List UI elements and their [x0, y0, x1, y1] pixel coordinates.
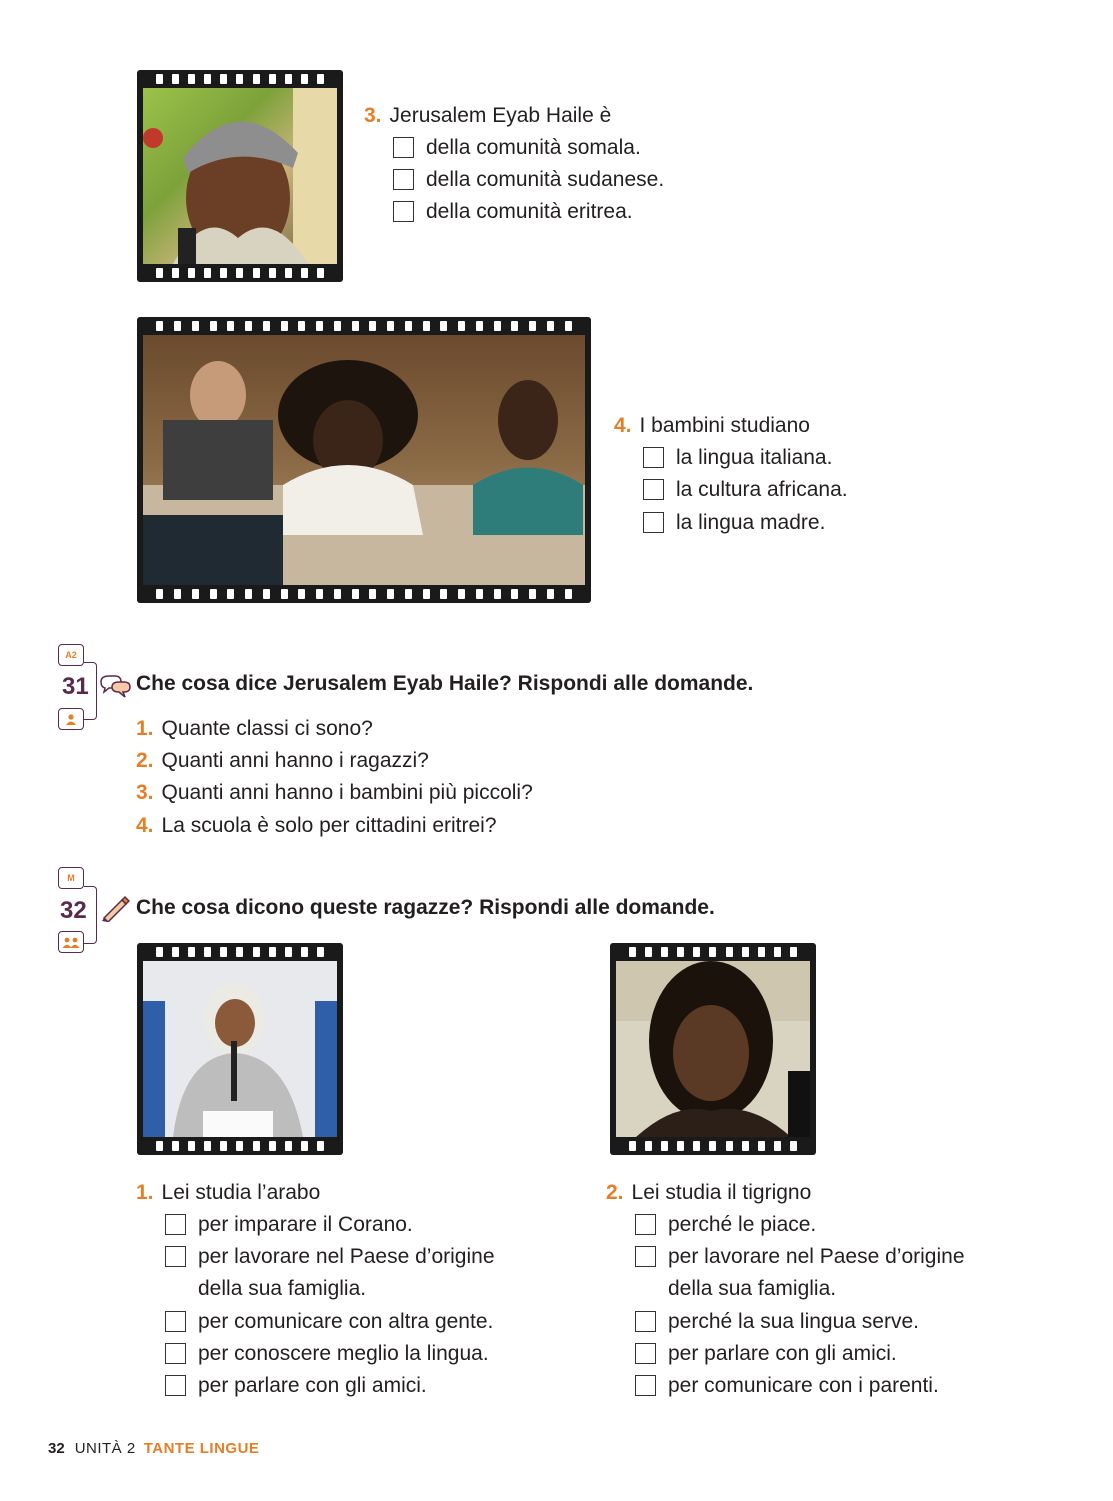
- unit-label: UNITÀ 2: [74, 1440, 136, 1457]
- checkbox[interactable]: [393, 137, 414, 158]
- checkbox[interactable]: [635, 1214, 656, 1235]
- photo-girl-hijab: [143, 961, 337, 1137]
- option-label: perché la sua lingua serve.: [668, 1310, 919, 1333]
- option-checkbox[interactable]: [635, 1241, 965, 1305]
- exercise-number: 32: [60, 897, 87, 924]
- pair-work-icon: [58, 931, 84, 953]
- question-number: 3.: [364, 104, 382, 127]
- checkbox[interactable]: [165, 1375, 186, 1396]
- option-checkbox[interactable]: [635, 1370, 939, 1402]
- option-label-continued: della sua famiglia.: [668, 1277, 837, 1300]
- checkbox[interactable]: [643, 447, 664, 468]
- option-checkbox[interactable]: [393, 164, 664, 196]
- question-text: Lei studia il tigrigno: [631, 1181, 812, 1204]
- checkbox[interactable]: [393, 169, 414, 190]
- option-label: della comunità eritrea.: [426, 200, 633, 223]
- checkbox[interactable]: [643, 512, 664, 533]
- option-label: la lingua madre.: [676, 511, 826, 534]
- checkbox[interactable]: [165, 1214, 186, 1235]
- question-number: 4.: [614, 414, 632, 437]
- film-perforations: [137, 264, 343, 282]
- photo-classroom-children: [143, 335, 585, 585]
- question-text: Quante classi ci sono?: [161, 717, 373, 740]
- option-label: della comunità somala.: [426, 136, 641, 159]
- photo-woman-beanie: [143, 88, 337, 264]
- question-item: [136, 713, 373, 745]
- question-number: 2.: [606, 1181, 624, 1204]
- question-number: 3.: [136, 781, 154, 804]
- checkbox[interactable]: [393, 201, 414, 222]
- question-3: [364, 100, 611, 132]
- option-checkbox[interactable]: [635, 1209, 816, 1241]
- option-checkbox[interactable]: [165, 1370, 427, 1402]
- film-photo-classroom: [137, 317, 591, 603]
- option-label: per comunicare con altra gente.: [198, 1310, 494, 1333]
- option-checkbox[interactable]: [643, 474, 848, 506]
- option-label: per lavorare nel Paese d’origine: [668, 1245, 965, 1268]
- option-checkbox[interactable]: [635, 1338, 897, 1370]
- film-photo-girl-hijab: [137, 943, 343, 1155]
- option-label-continued: della sua famiglia.: [198, 1277, 367, 1300]
- option-checkbox[interactable]: [165, 1338, 489, 1370]
- question-4: [614, 410, 810, 442]
- film-perforations: [137, 317, 591, 335]
- question-number: 2.: [136, 749, 154, 772]
- question-item: [136, 745, 429, 777]
- portrait-illustration: [616, 961, 810, 1137]
- portrait-illustration: [143, 88, 337, 264]
- question-text: Lei studia l’arabo: [161, 1181, 321, 1204]
- level-tag: A2: [58, 644, 84, 666]
- option-checkbox[interactable]: [643, 442, 832, 474]
- option-label: della comunità sudanese.: [426, 168, 665, 191]
- question-2: [606, 1177, 811, 1209]
- film-perforations: [137, 943, 343, 961]
- question-item: [136, 810, 497, 842]
- question-number: 4.: [136, 814, 154, 837]
- film-photo-girl-smiling: [610, 943, 816, 1155]
- question-text: La scuola è solo per cittadini eritrei?: [161, 814, 497, 837]
- checkbox[interactable]: [165, 1246, 186, 1267]
- option-checkbox[interactable]: [165, 1306, 493, 1338]
- option-label: la cultura africana.: [676, 478, 848, 501]
- checkbox[interactable]: [635, 1246, 656, 1267]
- level-tag: M: [58, 867, 84, 889]
- film-perforations: [137, 70, 343, 88]
- checkbox[interactable]: [643, 479, 664, 500]
- option-label: la lingua italiana.: [676, 446, 833, 469]
- speech-bubbles-icon: [98, 674, 132, 705]
- pencil-icon: [100, 894, 130, 927]
- option-label: per conoscere meglio la lingua.: [198, 1342, 489, 1365]
- option-label: per parlare con gli amici.: [668, 1342, 897, 1365]
- option-checkbox[interactable]: [643, 507, 825, 539]
- film-perforations: [137, 1137, 343, 1155]
- option-label: perché le piace.: [668, 1213, 817, 1236]
- film-perforations: [610, 943, 816, 961]
- option-label: per comunicare con i parenti.: [668, 1374, 939, 1397]
- question-text: Jerusalem Eyab Haile è: [389, 104, 612, 127]
- checkbox[interactable]: [635, 1343, 656, 1364]
- page-number: 32: [48, 1440, 65, 1457]
- option-checkbox[interactable]: [635, 1306, 919, 1338]
- option-checkbox[interactable]: [393, 196, 633, 228]
- checkbox[interactable]: [635, 1311, 656, 1332]
- checkbox[interactable]: [165, 1311, 186, 1332]
- film-photo-jerusalem: [137, 70, 343, 282]
- classroom-illustration: [143, 335, 585, 585]
- photo-girl-smiling: [616, 961, 810, 1137]
- option-checkbox[interactable]: [165, 1241, 495, 1305]
- film-perforations: [137, 585, 591, 603]
- checkbox[interactable]: [635, 1375, 656, 1396]
- film-perforations: [610, 1137, 816, 1155]
- question-number: 1.: [136, 1181, 154, 1204]
- question-text: Quanti anni hanno i ragazzi?: [161, 749, 429, 772]
- unit-title: TANTE LINGUE: [143, 1440, 260, 1457]
- question-text: I bambini studiano: [639, 414, 810, 437]
- option-checkbox[interactable]: [165, 1209, 413, 1241]
- exercise-instruction: Che cosa dice Jerusalem Eyab Haile? Rispondi alle domande.: [136, 672, 754, 695]
- portrait-illustration: [143, 961, 337, 1137]
- question-text: Quanti anni hanno i bambini più piccoli?: [161, 781, 533, 804]
- exercise-number: 31: [62, 673, 89, 700]
- individual-work-icon: [58, 708, 84, 730]
- option-label: per imparare il Corano.: [198, 1213, 413, 1236]
- exercise-instruction: Che cosa dicono queste ragazze? Rispondi alle domande.: [136, 896, 715, 919]
- question-1: [136, 1177, 320, 1209]
- checkbox[interactable]: [165, 1343, 186, 1364]
- option-label: per parlare con gli amici.: [198, 1374, 427, 1397]
- option-checkbox[interactable]: [393, 132, 641, 164]
- question-item: [136, 777, 533, 809]
- page-footer: [48, 1440, 259, 1457]
- option-label: per lavorare nel Paese d’origine: [198, 1245, 495, 1268]
- question-number: 1.: [136, 717, 154, 740]
